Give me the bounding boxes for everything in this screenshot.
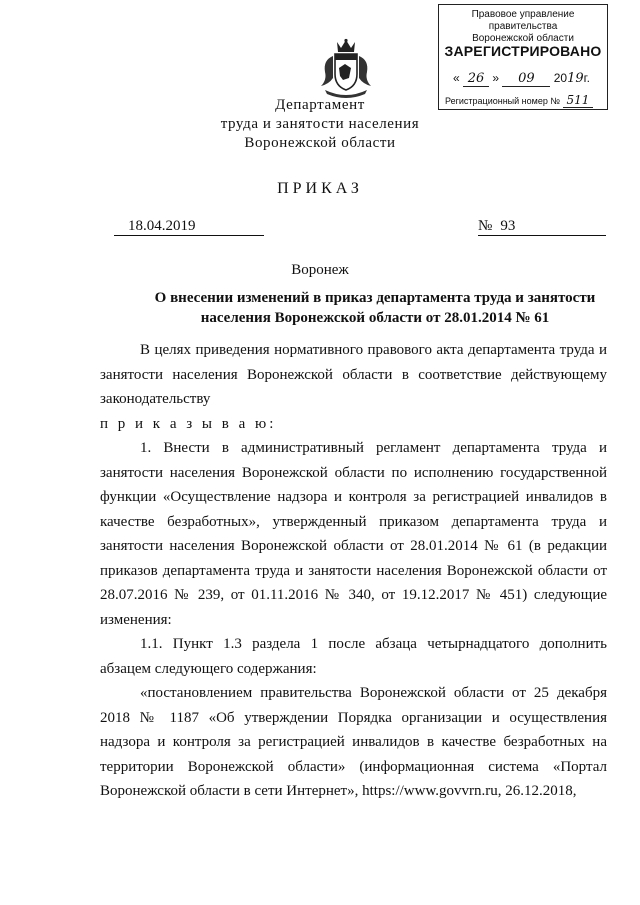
stamp-date xyxy=(453,71,601,87)
item-1-1-paragraph: 1.1. Пункт 1.3 раздела 1 после абзаца четырнадцатого дополнить абзацем следующего содержания: xyxy=(100,636,607,677)
order-number xyxy=(478,218,606,236)
order-date: 18.04.2019 xyxy=(114,218,264,236)
document-body xyxy=(100,338,607,804)
subject-line-2: населения Воронежской области от 28.01.2014 № 61 xyxy=(200,310,550,326)
coat-of-arms-icon xyxy=(313,38,379,102)
stamp-date-year-suffix: 19 xyxy=(567,71,584,86)
stamp-date-open-quote: « xyxy=(453,71,460,85)
stamp-registered-label: ЗАРЕГИСТРИРОВАНО xyxy=(444,43,602,59)
order-number-value: 93 xyxy=(500,218,516,234)
intro-paragraph: В целях приведения нормативного правового акта департамента труда и занятости населения Воронежской области в соответствие действующему законодательству xyxy=(100,342,607,407)
stamp-date-month: 09 xyxy=(502,71,550,87)
stamp-organization xyxy=(439,9,607,45)
city: Воронеж xyxy=(291,262,349,278)
document-title: ПРИКАЗ xyxy=(277,180,363,197)
stamp-date-year-letter: г. xyxy=(583,71,590,85)
subject-line-1: О внесении изменений в приказ департамента труда и занятости xyxy=(154,290,596,306)
stamp-date-year-prefix: 20 xyxy=(553,71,568,85)
stamp-org-line-2: Воронежской области xyxy=(472,33,574,44)
dept-line-3: Воронежской области xyxy=(244,135,396,151)
item-1-paragraph: 1. Внести в административный регламент департамента труда и занятости населения Воронежской области по исполнению государственной функции «Осуществление надзора и контроля за регистрацией инвалидов в качестве безработных», утвержденный приказом департамента труда и занятости населения Воронежской области от 28.01.2014 № 61 (в редакции приказов департамента труда и занятости населения Воронежской области от 28.07.2016 № 239, от 01.11.2016 № 340, от 19.12.2017 № 451) следующие изменения: xyxy=(100,440,607,628)
stamp-reg-number-label: Регистрационный номер № xyxy=(445,96,561,106)
registration-stamp xyxy=(438,4,608,110)
stamp-org-line-1: Правовое управление правительства xyxy=(471,9,575,32)
order-number-label: № xyxy=(478,218,493,234)
stamp-date-day: 26 xyxy=(463,71,489,87)
stamp-date-close-quote: » xyxy=(492,71,500,85)
order-subject xyxy=(130,288,620,328)
stamp-reg-number-value: 511 xyxy=(563,93,594,108)
quote-paragraph: «постановлением правительства Воронежской области от 25 декабря 2018 № 1187 «Об утверждении Порядка организации и осуществления надзора и контроля за регистрацией инвалидов в качестве безработных на территории Воронежской области» (информационная система «Портал Воронежской области в сети Интернет», https://www.govvrn.ru, 26.12.2018, xyxy=(100,685,607,799)
dept-line-2: труда и занятости населения xyxy=(220,116,420,132)
order-word: п р и к а з ы в а ю: xyxy=(100,415,277,432)
dept-line-1: Департамент xyxy=(275,97,365,113)
department-name xyxy=(0,96,640,153)
